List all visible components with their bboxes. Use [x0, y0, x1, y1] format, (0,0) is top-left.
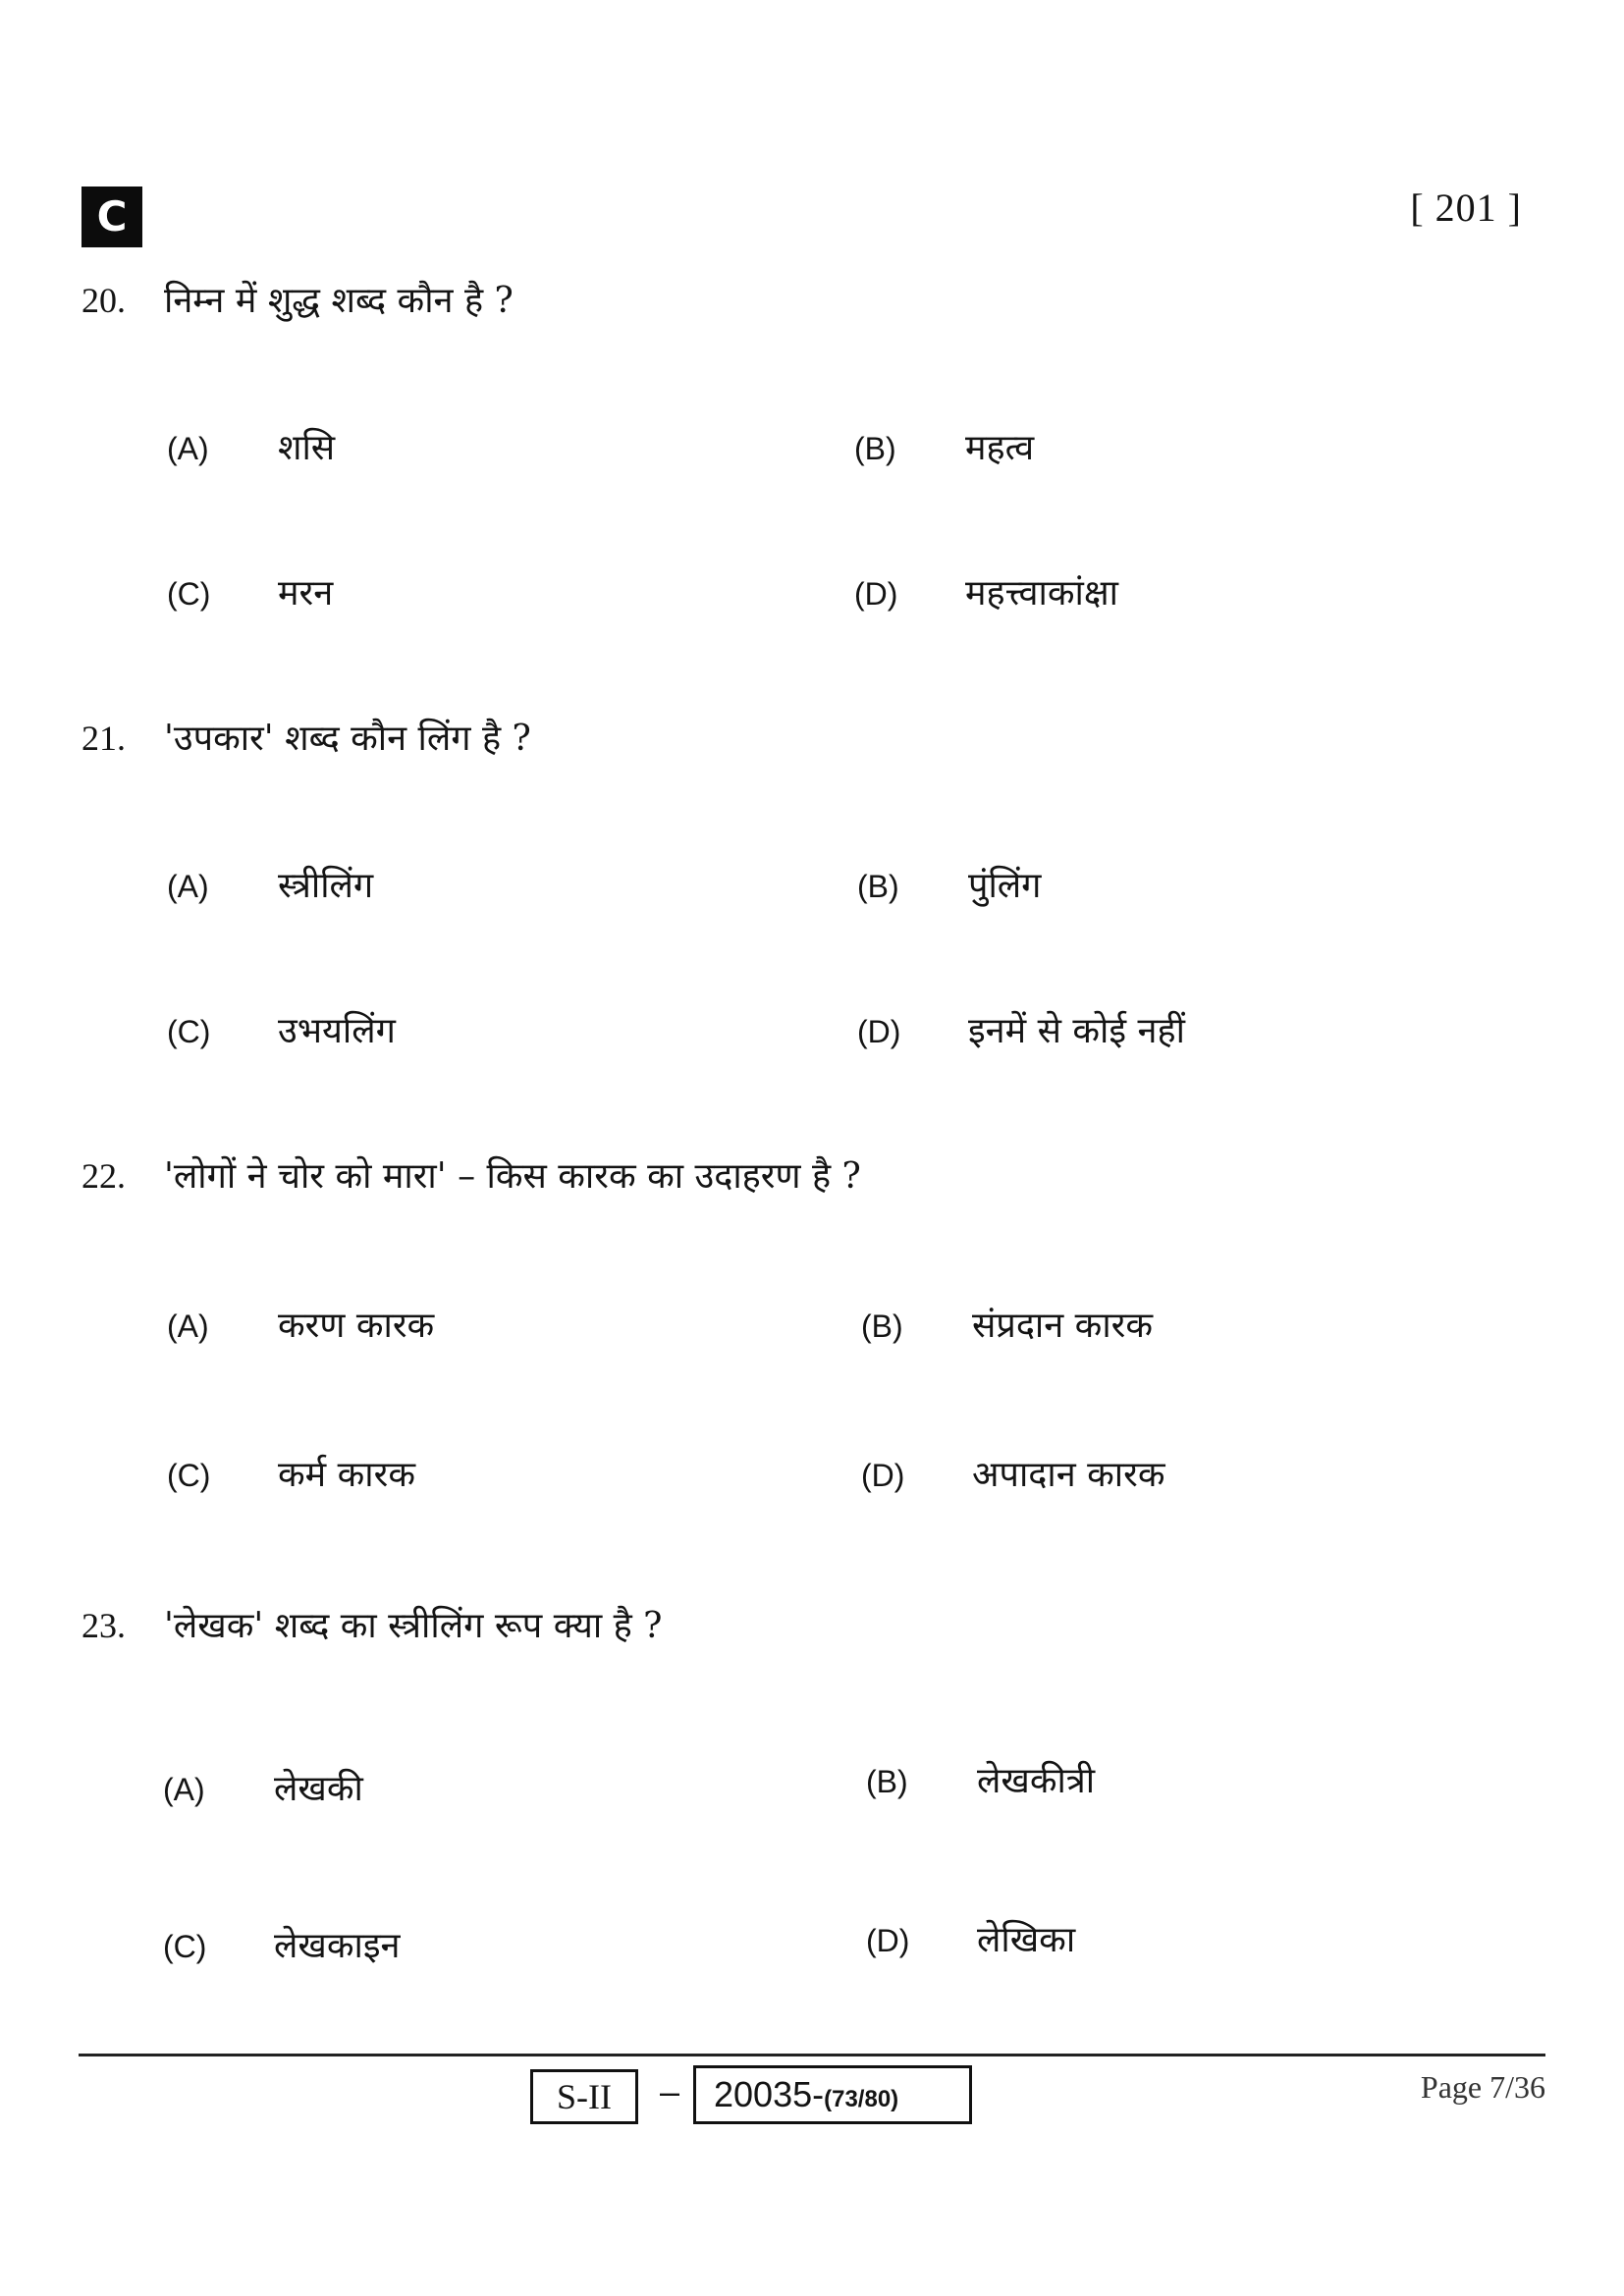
- option-c[interactable]: [167, 567, 333, 615]
- paper-code: [ 201 ]: [1410, 186, 1522, 230]
- option-b[interactable]: [861, 1300, 1153, 1348]
- option-text: महत्त्वाकांक्षा: [965, 573, 1118, 614]
- paper-code-box: [693, 2065, 972, 2124]
- question-number: 20.: [81, 281, 126, 320]
- option-a[interactable]: [167, 422, 335, 470]
- option-c[interactable]: [167, 1449, 415, 1497]
- option-label: (B): [861, 1308, 903, 1344]
- question-20: [81, 275, 514, 323]
- option-c[interactable]: [167, 1005, 396, 1053]
- option-label: (A): [167, 431, 209, 466]
- option-a[interactable]: [167, 1300, 434, 1348]
- question-number: 22.: [81, 1156, 126, 1196]
- option-text: कर्म कारक: [278, 1455, 415, 1495]
- option-a[interactable]: [163, 1763, 363, 1811]
- option-label: (A): [167, 1308, 209, 1344]
- option-text: मरन: [278, 573, 334, 614]
- option-text: लेखिका: [977, 1920, 1076, 1960]
- footer-divider: [79, 2054, 1545, 2056]
- option-text: महत्व: [965, 428, 1035, 468]
- question-text: 'लेखक' शब्द का स्त्रीलिंग रूप क्या है ?: [164, 1606, 663, 1646]
- option-text: उभयलिंग: [278, 1011, 396, 1051]
- option-text: इनमें से कोई नहीं: [968, 1011, 1185, 1051]
- option-text: लेखकी: [274, 1769, 363, 1809]
- question-21: [81, 713, 531, 761]
- option-text: करण कारक: [278, 1306, 435, 1346]
- option-d[interactable]: [861, 1449, 1164, 1497]
- option-label: (C): [167, 1458, 211, 1493]
- option-c[interactable]: [163, 1920, 400, 1968]
- paper-code-number: 20035-: [714, 2074, 825, 2114]
- option-b[interactable]: [866, 1755, 1095, 1803]
- option-text: पुंलिंग: [968, 866, 1042, 906]
- option-label: (B): [866, 1764, 908, 1799]
- series-code-box: S-II: [530, 2069, 638, 2124]
- question-22: [81, 1150, 861, 1199]
- option-label: (C): [163, 1929, 207, 1964]
- option-label: (D): [861, 1458, 905, 1493]
- option-text: स्त्रीलिंग: [278, 866, 374, 906]
- page-number: Page 7/36: [1420, 2069, 1545, 2105]
- option-text: लेखकीत्री: [977, 1761, 1096, 1801]
- option-text: शसि: [278, 428, 336, 468]
- option-text: संप्रदान कारक: [972, 1306, 1154, 1346]
- option-label: (B): [857, 869, 899, 904]
- option-label: (D): [857, 1014, 901, 1049]
- option-a[interactable]: [167, 860, 373, 908]
- option-d[interactable]: [857, 1005, 1185, 1053]
- option-label: (C): [167, 576, 211, 612]
- option-text: लेखकाइन: [274, 1926, 401, 1966]
- option-b[interactable]: [854, 422, 1034, 470]
- option-label: (A): [167, 869, 209, 904]
- series-badge: C: [81, 187, 142, 247]
- question-23: [81, 1600, 662, 1648]
- question-text: निम्न में शुद्ध शब्द कौन है ?: [164, 281, 514, 321]
- question-text: 'उपकार' शब्द कौन लिंग है ?: [164, 719, 531, 759]
- question-number: 21.: [81, 719, 126, 758]
- option-text: अपादान कारक: [972, 1455, 1165, 1495]
- option-d[interactable]: [866, 1914, 1075, 1962]
- question-number: 23.: [81, 1606, 126, 1645]
- footer-separator: –: [660, 2071, 680, 2111]
- option-label: (D): [866, 1923, 910, 1958]
- option-label: (D): [854, 576, 898, 612]
- option-label: (C): [167, 1014, 211, 1049]
- option-b[interactable]: [857, 860, 1041, 908]
- option-d[interactable]: [854, 567, 1118, 615]
- question-text: 'लोगों ने चोर को मारा' – किस कारक का उदाहरण है ?: [164, 1156, 861, 1197]
- option-label: (B): [854, 431, 896, 466]
- paper-code-suffix: (73/80): [824, 2086, 899, 2112]
- option-label: (A): [163, 1772, 205, 1807]
